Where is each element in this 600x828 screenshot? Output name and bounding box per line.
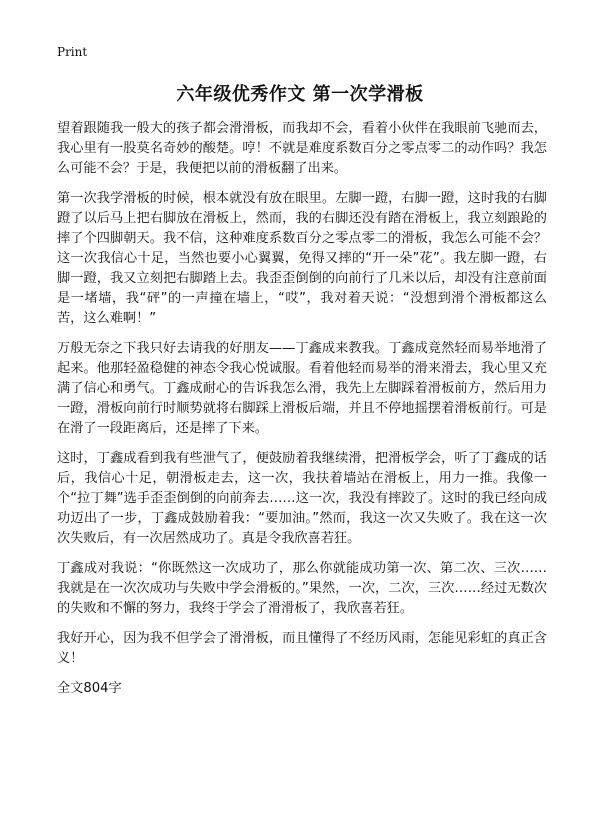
paragraph-5: 丁鑫成对我说：“你既然这一次成功了，那么你就能成功第一次、第二次、三次……我就是在一次次成功与失败中学会滑板的。”果然，一次，二次，三次……经过无数次的失败和不懈的努力，我终于学会了滑滑板了，我欣喜若狂。	[57, 561, 547, 616]
article-title: 六年级优秀作文 第一次学滑板	[176, 84, 424, 105]
paragraph-2: 第一次我学滑板的时候，根本就没有放在眼里。左脚一蹬，右脚一蹬，这时我的右脚蹬了以后马上把右脚放在滑板上，然而，我的右脚还没有踏在滑板上，我立刻踉跄的摔了个四脚朝天。我不信，这种难度系数百分之零点零二的滑板，我怎么可能不会？这一次我信心十足，当然也要小心翼翼，免得又摔的“开一朵”花”。我左脚一蹬，右脚一蹬，我又立刻把右脚踏上去。我歪歪倒倒的向前行了几米以后，却没有注意前面是一堵墙，我“砰”的一声撞在墙上，“哎”，我对着天说：“没想到滑个滑板都这么苦，这么难啊！”	[57, 191, 547, 326]
article-body	[57, 119, 547, 699]
word-count: 全文804字	[57, 681, 122, 696]
paragraph-6: 我好开心，因为我不但学会了滑滑板，而且懂得了不经历风雨，怎能见彩虹的真正含义！	[57, 631, 547, 666]
paragraph-3: 万般无奈之下我只好去请我的好朋友——丁鑫成来教我。丁鑫成竟然轻而易举地滑了起来。他那轻盈稳健的神态令我心悦诚服。看着他轻而易举的滑来滑去，我心里又充满了信心和勇气。丁鑫成耐心的告诉我怎么滑，我先上左脚踩着滑板前方，然后用力一蹬，滑板向前行时顺势就将右脚踩上滑板后端，并且不停地摇摆着滑板前行。可是在滑了一段距离后，还是摔了下来。	[57, 341, 547, 436]
print-link[interactable]: Print	[57, 45, 88, 59]
paragraph-1: 望着跟随我一般大的孩子都会滑滑板，而我却不会，看着小伙伴在我眼前飞驰而去，我心里有一股莫名奇妙的酸楚。哼！不就是难度系数百分之零点零二的动作吗？我怎么可能不会？于是，我便把以前的滑板翻了出来。	[57, 121, 547, 176]
paragraph-4: 这时，丁鑫成看到我有些泄气了，便鼓励着我继续滑，把滑板学会，听了丁鑫成的话后，我信心十足，朝滑板走去，这一次，我扶着墙站在滑板上，用力一推。我像一个“拉丁舞”选手歪歪倒倒的向前奔去……这一次，我没有摔跤了。这时的我已经向成功迈出了一步，丁鑫成鼓励着我：“要加油。”然而，我这一次又失败了。我在这一次次失败后，有一次居然成功了。真是令我欣喜若狂。	[57, 451, 547, 546]
